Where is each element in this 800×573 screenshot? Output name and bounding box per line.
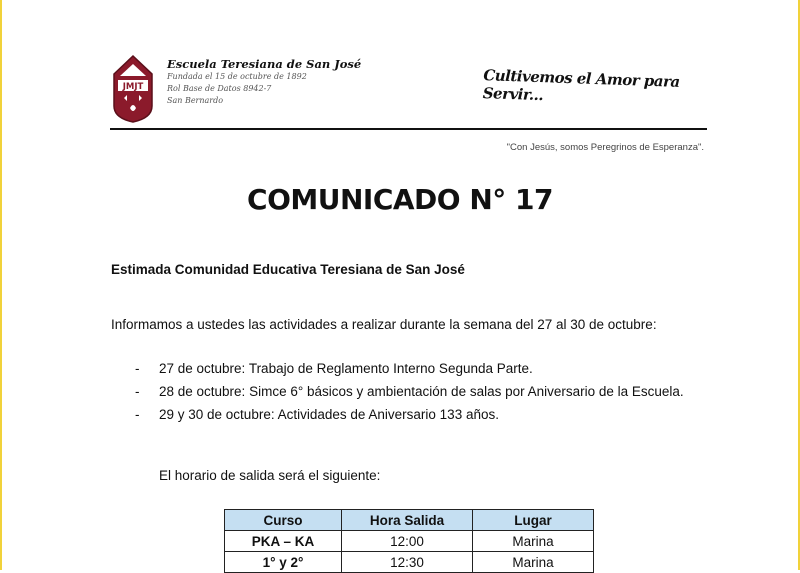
table-row bbox=[225, 531, 594, 552]
list-item bbox=[135, 405, 705, 425]
greeting: Estimada Comunidad Educativa Teresiana de San José bbox=[111, 262, 465, 277]
activity-text: 28 de octubre: Simce 6° básicos y ambientación de salas por Aniversario de la Escuela. bbox=[159, 384, 684, 399]
activity-text: 29 y 30 de octubre: Actividades de Aniversario 133 años. bbox=[159, 407, 499, 422]
activity-text: 27 de octubre: Trabajo de Reglamento Interno Segunda Parte. bbox=[159, 361, 533, 376]
list-item bbox=[135, 359, 705, 379]
document-title: COMUNICADO N° 17 bbox=[247, 183, 553, 216]
school-name: Escuela Teresiana de San José bbox=[167, 57, 362, 71]
slogan: "Con Jesús, somos Peregrinos de Esperanza". bbox=[506, 142, 704, 153]
schedule-intro: El horario de salida será el siguiente: bbox=[159, 468, 381, 483]
intro-paragraph: Informamos a ustedes las actividades a realizar durante la semana del 27 al 30 de octubre: bbox=[111, 317, 657, 332]
cell-lugar: Marina bbox=[473, 552, 594, 573]
founded-date: Fundada el 15 de octubre de 1892 bbox=[167, 72, 307, 81]
letterhead bbox=[108, 50, 708, 128]
list-bullet: - bbox=[135, 384, 140, 399]
table-header-row bbox=[225, 510, 594, 531]
column-header-curso: Curso bbox=[225, 510, 342, 531]
city: San Bernardo bbox=[167, 96, 224, 105]
column-header-hora-salida: Hora Salida bbox=[342, 510, 473, 531]
school-crest-logo bbox=[110, 52, 156, 124]
list-bullet: - bbox=[135, 361, 140, 376]
rbd-number: Rol Base de Datos 8942-7 bbox=[167, 84, 272, 93]
cell-hora-salida: 12:30 bbox=[342, 552, 473, 573]
cell-hora-salida: 12:00 bbox=[342, 531, 473, 552]
cell-lugar: Marina bbox=[473, 531, 594, 552]
column-header-lugar: Lugar bbox=[473, 510, 594, 531]
activities-list bbox=[135, 359, 705, 428]
table-row bbox=[225, 552, 594, 573]
page-edge-left bbox=[0, 0, 2, 570]
list-bullet: - bbox=[135, 407, 140, 422]
school-motto: Cultivemos el Amor para Servir... bbox=[482, 66, 680, 105]
school-info bbox=[167, 57, 361, 107]
logo-lettering: JMJT bbox=[122, 82, 144, 92]
cell-curso: 1° y 2° bbox=[225, 552, 342, 573]
schedule-table bbox=[224, 509, 594, 573]
cell-curso: PKA – KA bbox=[225, 531, 342, 552]
header-divider bbox=[110, 128, 707, 130]
list-item bbox=[135, 382, 705, 402]
